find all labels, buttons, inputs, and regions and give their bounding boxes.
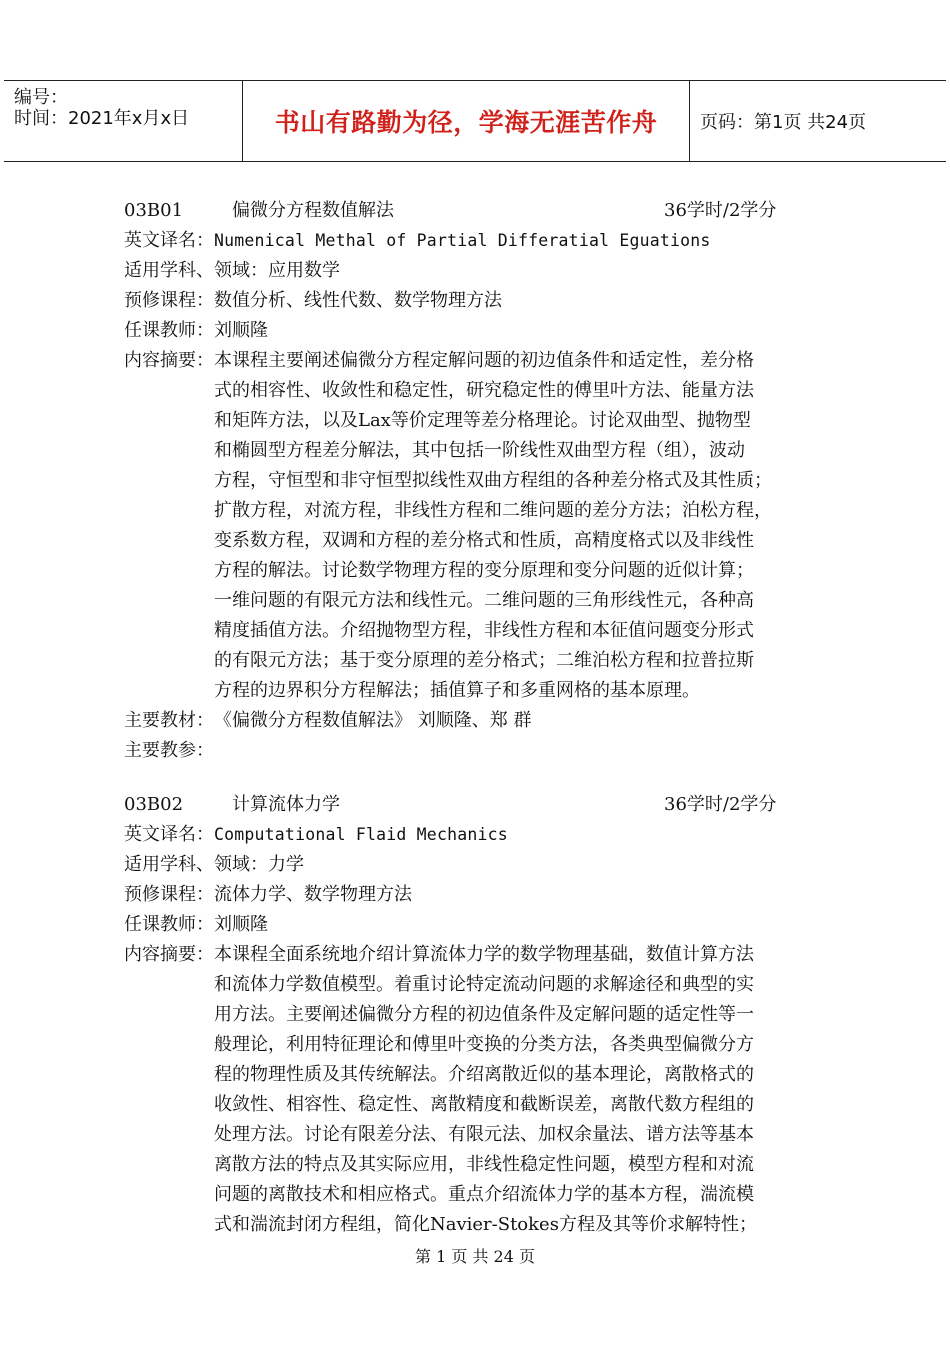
english-name: Numenical Methal of Partial Differatial Eguations xyxy=(214,231,711,250)
abstract-line: 方程的边界积分方程解法；插值算子和多重网格的基本原理。 xyxy=(214,680,700,701)
document-number: 编号： xyxy=(14,87,68,108)
abstract-line: 扩散方程，对流方程，非线性方程和二维问题的差分方法；泊松方程， xyxy=(214,500,772,521)
field-row xyxy=(124,850,844,880)
english-name-label: 英文译名： xyxy=(124,824,214,845)
course-code: 03B02 xyxy=(124,794,184,815)
prereq-row xyxy=(124,880,844,910)
course-name: 偏微分方程数值解法 xyxy=(232,200,394,221)
abstract-text xyxy=(214,940,844,1240)
english-name-row xyxy=(124,226,844,256)
abstract-line: 方程，守恒型和非守恒型拟线性双曲方程组的各种差分格式及其性质； xyxy=(214,470,772,491)
teacher-label: 任课教师： xyxy=(124,320,214,341)
teacher-label: 任课教师： xyxy=(124,914,214,935)
header-motto: 书山有路勤为径，学海无涯苦作舟 xyxy=(274,108,658,137)
field-label: 适用学科、领域： xyxy=(124,260,268,281)
reference-label: 主要教参： xyxy=(124,740,214,761)
prereq-row xyxy=(124,286,844,316)
abstract xyxy=(124,346,844,706)
teacher-row xyxy=(124,910,844,940)
abstract-line: 用方法。主要阐述偏微分方程的初边值条件及定解问题的适定性等一 xyxy=(214,1004,754,1025)
field-label: 适用学科、领域： xyxy=(124,854,268,875)
abstract-line: 本课程全面系统地介绍计算流体力学的数学物理基础，数值计算方法 xyxy=(214,944,754,965)
prereq-value: 流体力学、数学物理方法 xyxy=(214,884,412,905)
document-time: 时间：2021年x月x日 xyxy=(14,108,190,129)
abstract-line: 一维问题的有限元方法和线性元。二维问题的三角形线性元，各种高 xyxy=(214,590,754,611)
abstract-line: 式和湍流封闭方程组，简化Navier-Stokes方程及其等价求解特性； xyxy=(214,1214,757,1235)
abstract xyxy=(124,940,844,1240)
abstract-line: 收敛性、相容性、稳定性、离散精度和截断误差，离散代数方程组的 xyxy=(214,1094,754,1115)
abstract-line: 处理方法。讨论有限差分法、有限元法、加权余量法、谱方法等基本 xyxy=(214,1124,754,1145)
header-page-cell xyxy=(690,81,946,161)
course-code: 03B01 xyxy=(124,200,184,221)
course-name: 计算流体力学 xyxy=(232,794,340,815)
english-name-label: 英文译名： xyxy=(124,230,214,251)
header-motto-cell xyxy=(243,81,690,161)
prereq-label: 预修课程： xyxy=(124,290,214,311)
abstract-line: 和流体力学数值模型。着重讨论特定流动问题的求解途径和典型的实 xyxy=(214,974,754,995)
course-block xyxy=(124,196,844,766)
page-footer: 第 1 页 共 24 页 xyxy=(415,1247,535,1266)
abstract-line: 式的相容性、收敛性和稳定性，研究稳定性的傅里叶方法、能量方法 xyxy=(214,380,754,401)
abstract-line: 方程的解法。讨论数学物理方程的变分原理和变分问题的近似计算； xyxy=(214,560,754,581)
header-page-code: 页码：第1页 共24页 xyxy=(700,112,867,133)
textbook-label: 主要教材： xyxy=(124,710,214,731)
reference-row xyxy=(124,736,844,766)
field-value: 应用数学 xyxy=(268,260,340,281)
english-name: Computational Flaid Mechanics xyxy=(214,825,508,844)
abstract-text xyxy=(214,346,844,706)
prereq-value: 数值分析、线性代数、数学物理方法 xyxy=(214,290,502,311)
course-block xyxy=(124,790,844,1240)
abstract-label: 内容摘要： xyxy=(124,944,214,965)
textbook-value: 《偏微分方程数值解法》 刘顺隆、郑 群 xyxy=(214,710,532,731)
course-title-row xyxy=(124,196,844,226)
document-header xyxy=(4,80,946,162)
field-value: 力学 xyxy=(268,854,304,875)
abstract-line: 程的物理性质及其传统解法。介绍离散近似的基本理论，离散格式的 xyxy=(214,1064,754,1085)
header-meta xyxy=(4,81,243,161)
abstract-line: 离散方法的特点及其实际应用，非线性稳定性问题，模型方程和对流 xyxy=(214,1154,754,1175)
abstract-line: 问题的离散技术和相应格式。重点介绍流体力学的基本方程，湍流模 xyxy=(214,1184,754,1205)
abstract-line: 和矩阵方法，以及Lax等价定理等差分格理论。讨论双曲型、抛物型 xyxy=(214,410,751,431)
textbook-row xyxy=(124,706,844,736)
course-hours: 36学时/2学分 xyxy=(664,794,777,815)
abstract-line: 般理论，利用特征理论和傅里叶变换的分类方法，各类典型偏微分方 xyxy=(214,1034,754,1055)
abstract-line: 和椭圆型方程差分解法，其中包括一阶线性双曲型方程（组），波动 xyxy=(214,440,745,461)
prereq-label: 预修课程： xyxy=(124,884,214,905)
course-title-row xyxy=(124,790,844,820)
teacher-value: 刘顺隆 xyxy=(214,320,268,341)
abstract-line: 本课程主要阐述偏微分方程定解问题的初边值条件和适定性，差分格 xyxy=(214,350,754,371)
teacher-row xyxy=(124,316,844,346)
course-hours: 36学时/2学分 xyxy=(664,200,777,221)
english-name-row xyxy=(124,820,844,850)
abstract-line: 的有限元方法；基于变分原理的差分格式；二维泊松方程和拉普拉斯 xyxy=(214,650,754,671)
teacher-value: 刘顺隆 xyxy=(214,914,268,935)
abstract-label: 内容摘要： xyxy=(124,350,214,371)
abstract-line: 精度插值方法。介绍抛物型方程，非线性方程和本征值问题变分形式 xyxy=(214,620,754,641)
field-row xyxy=(124,256,844,286)
abstract-line: 变系数方程，双调和方程的差分格式和性质，高精度格式以及非线性 xyxy=(214,530,754,551)
